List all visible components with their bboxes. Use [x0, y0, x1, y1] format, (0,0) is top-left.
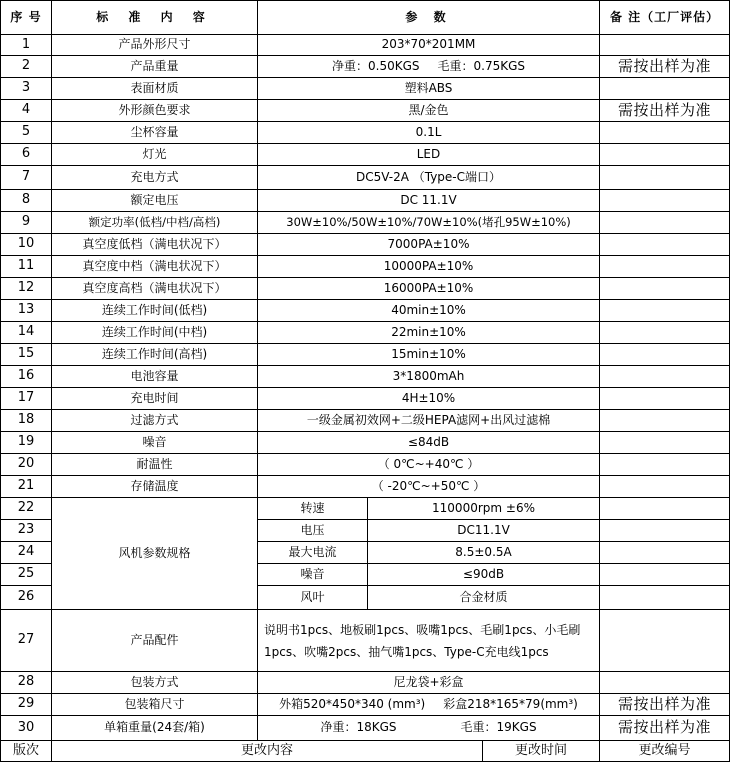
row-param: 4H±10% [258, 388, 600, 410]
row-item: 真空度高档（满电状况下） [52, 278, 258, 300]
row-no: 15 [1, 344, 52, 366]
row-param: 尼龙袋+彩盒 [258, 672, 600, 694]
row-item: 产品重量 [52, 56, 258, 78]
row-item: 连续工作时间(高档) [52, 344, 258, 366]
table-row [1, 256, 730, 278]
row-remark [600, 672, 730, 694]
table-row [1, 144, 730, 166]
row-no: 13 [1, 300, 52, 322]
accessories-list: 说明书1pcs、地板刷1pcs、吸嘴1pcs、毛刷1pcs、小毛刷1pcs、吹嘴2pcs、抽气嘴1pcs、Type-C充电线1pcs [258, 610, 600, 672]
row-no: 8 [1, 190, 52, 212]
row-param: LED [258, 144, 600, 166]
table-row [1, 300, 730, 322]
row-no: 17 [1, 388, 52, 410]
row-item: 连续工作时间(低档) [52, 300, 258, 322]
row-param [258, 694, 600, 716]
row-param: （ 0℃~+40℃ ） [258, 454, 600, 476]
row-remark: 需按出样为准 [600, 56, 730, 78]
table-row [1, 454, 730, 476]
row-item: 外形颜色要求 [52, 100, 258, 122]
row-no: 28 [1, 672, 52, 694]
table-row [1, 716, 730, 741]
table-row [1, 694, 730, 716]
row-param [258, 56, 600, 78]
header-no: 序 号 [1, 1, 52, 35]
header-row [1, 1, 730, 35]
footer-code: 更改编号 [600, 741, 730, 762]
row-remark [600, 564, 730, 586]
row-param: 黑/金色 [258, 100, 600, 122]
row-param: 40min±10% [258, 300, 600, 322]
footer-time: 更改时间 [483, 741, 600, 762]
row-remark [600, 122, 730, 144]
row-no: 1 [1, 35, 52, 56]
row-item: 过滤方式 [52, 410, 258, 432]
table-row [1, 212, 730, 234]
row-param: DC 11.1V [258, 190, 600, 212]
row-remark [600, 344, 730, 366]
row-remark: 需按出样为准 [600, 694, 730, 716]
row-param: 16000PA±10% [258, 278, 600, 300]
row-param: 0.1L [258, 122, 600, 144]
row-no: 25 [1, 564, 52, 586]
row-remark [600, 454, 730, 476]
row-no: 26 [1, 586, 52, 610]
row-no: 14 [1, 322, 52, 344]
table-row [1, 122, 730, 144]
row-item: 单箱重量(24套/箱) [52, 716, 258, 741]
table-row [1, 56, 730, 78]
table-row [1, 100, 730, 122]
row-no: 21 [1, 476, 52, 498]
row-no: 6 [1, 144, 52, 166]
row-param: 15min±10% [258, 344, 600, 366]
row-no: 24 [1, 542, 52, 564]
row-remark [600, 234, 730, 256]
gross-weight: 毛重：19KGS [460, 720, 537, 735]
row-param: DC5V-2A （Type-C端口） [258, 166, 600, 190]
footer-content: 更改内容 [52, 741, 483, 762]
row-item: 耐温性 [52, 454, 258, 476]
box-size: 彩盒218*165*79(mm³) [443, 696, 578, 711]
row-remark [600, 190, 730, 212]
row-item: 表面材质 [52, 78, 258, 100]
fan-label: 最大电流 [258, 542, 368, 564]
row-no: 29 [1, 694, 52, 716]
row-param: 一级金属初效网+二级HEPA滤网+出风过滤棉 [258, 410, 600, 432]
row-remark [600, 256, 730, 278]
row-param: 30W±10%/50W±10%/70W±10%(堵孔95W±10%) [258, 212, 600, 234]
row-item: 产品外形尺寸 [52, 35, 258, 56]
row-no: 2 [1, 56, 52, 78]
row-remark [600, 476, 730, 498]
table-row [1, 476, 730, 498]
row-remark [600, 35, 730, 56]
row-remark [600, 610, 730, 672]
table-row [1, 498, 730, 520]
fan-value: 110000rpm ±6% [368, 498, 600, 520]
row-no: 9 [1, 212, 52, 234]
row-no: 3 [1, 78, 52, 100]
row-no: 30 [1, 716, 52, 741]
table-row [1, 35, 730, 56]
table-row [1, 610, 730, 672]
row-no: 18 [1, 410, 52, 432]
table-row [1, 166, 730, 190]
row-no: 23 [1, 520, 52, 542]
table-row [1, 366, 730, 388]
row-item: 尘杯容量 [52, 122, 258, 144]
row-param [258, 716, 600, 741]
row-no: 12 [1, 278, 52, 300]
row-remark: 需按出样为准 [600, 716, 730, 741]
row-item: 灯光 [52, 144, 258, 166]
row-no: 16 [1, 366, 52, 388]
header-remark: 备 注（工厂评估） [600, 1, 730, 35]
row-item: 真空度中档（满电状况下） [52, 256, 258, 278]
row-no: 19 [1, 432, 52, 454]
row-param: （ -20℃~+50℃ ） [258, 476, 600, 498]
footer-row [1, 741, 730, 762]
row-remark [600, 586, 730, 610]
net-weight: 净重：18KGS [320, 720, 397, 735]
row-no: 22 [1, 498, 52, 520]
row-remark [600, 212, 730, 234]
footer-version: 版次 [1, 741, 52, 762]
row-remark: 需按出样为准 [600, 100, 730, 122]
row-param: 3*1800mAh [258, 366, 600, 388]
row-item: 产品配件 [52, 610, 258, 672]
header-item: 标 准 内 容 [52, 1, 258, 35]
row-no: 20 [1, 454, 52, 476]
row-param: ≤84dB [258, 432, 600, 454]
table-row [1, 278, 730, 300]
row-remark [600, 278, 730, 300]
fan-label: 转速 [258, 498, 368, 520]
row-item: 包装方式 [52, 672, 258, 694]
fan-label: 电压 [258, 520, 368, 542]
row-item: 噪音 [52, 432, 258, 454]
gross-weight: 毛重：0.75KGS [437, 58, 526, 73]
row-remark [600, 520, 730, 542]
row-item: 包装箱尺寸 [52, 694, 258, 716]
row-remark [600, 322, 730, 344]
fan-value: 8.5±0.5A [368, 542, 600, 564]
row-item: 额定电压 [52, 190, 258, 212]
fan-value: 合金材质 [368, 586, 600, 610]
row-remark [600, 166, 730, 190]
row-item: 充电时间 [52, 388, 258, 410]
row-param: 203*70*201MM [258, 35, 600, 56]
fan-spec-item: 风机参数规格 [52, 498, 258, 610]
net-weight: 净重：0.50KGS [332, 58, 420, 73]
row-param: 10000PA±10% [258, 256, 600, 278]
row-item: 额定功率(低档/中档/高档) [52, 212, 258, 234]
header-param: 参 数 [258, 1, 600, 35]
row-item: 存储温度 [52, 476, 258, 498]
row-remark [600, 432, 730, 454]
row-no: 10 [1, 234, 52, 256]
row-param: 22min±10% [258, 322, 600, 344]
table-row [1, 410, 730, 432]
carton-size: 外箱520*450*340 (mm³) [279, 696, 426, 711]
row-remark [600, 542, 730, 564]
row-remark [600, 300, 730, 322]
row-item: 电池容量 [52, 366, 258, 388]
table-row [1, 234, 730, 256]
row-item: 连续工作时间(中档) [52, 322, 258, 344]
row-no: 7 [1, 166, 52, 190]
row-remark [600, 366, 730, 388]
row-item: 真空度低档（满电状况下） [52, 234, 258, 256]
row-remark [600, 144, 730, 166]
row-no: 27 [1, 610, 52, 672]
row-no: 11 [1, 256, 52, 278]
row-remark [600, 498, 730, 520]
fan-value: ≤90dB [368, 564, 600, 586]
table-row [1, 344, 730, 366]
table-row [1, 388, 730, 410]
table-row [1, 432, 730, 454]
row-item: 充电方式 [52, 166, 258, 190]
row-param: 塑料ABS [258, 78, 600, 100]
table-row [1, 78, 730, 100]
table-row [1, 672, 730, 694]
row-remark [600, 388, 730, 410]
row-param: 7000PA±10% [258, 234, 600, 256]
fan-value: DC11.1V [368, 520, 600, 542]
fan-label: 噪音 [258, 564, 368, 586]
row-remark [600, 410, 730, 432]
fan-label: 风叶 [258, 586, 368, 610]
table-row [1, 190, 730, 212]
table-row [1, 322, 730, 344]
row-remark [600, 78, 730, 100]
row-no: 4 [1, 100, 52, 122]
row-no: 5 [1, 122, 52, 144]
